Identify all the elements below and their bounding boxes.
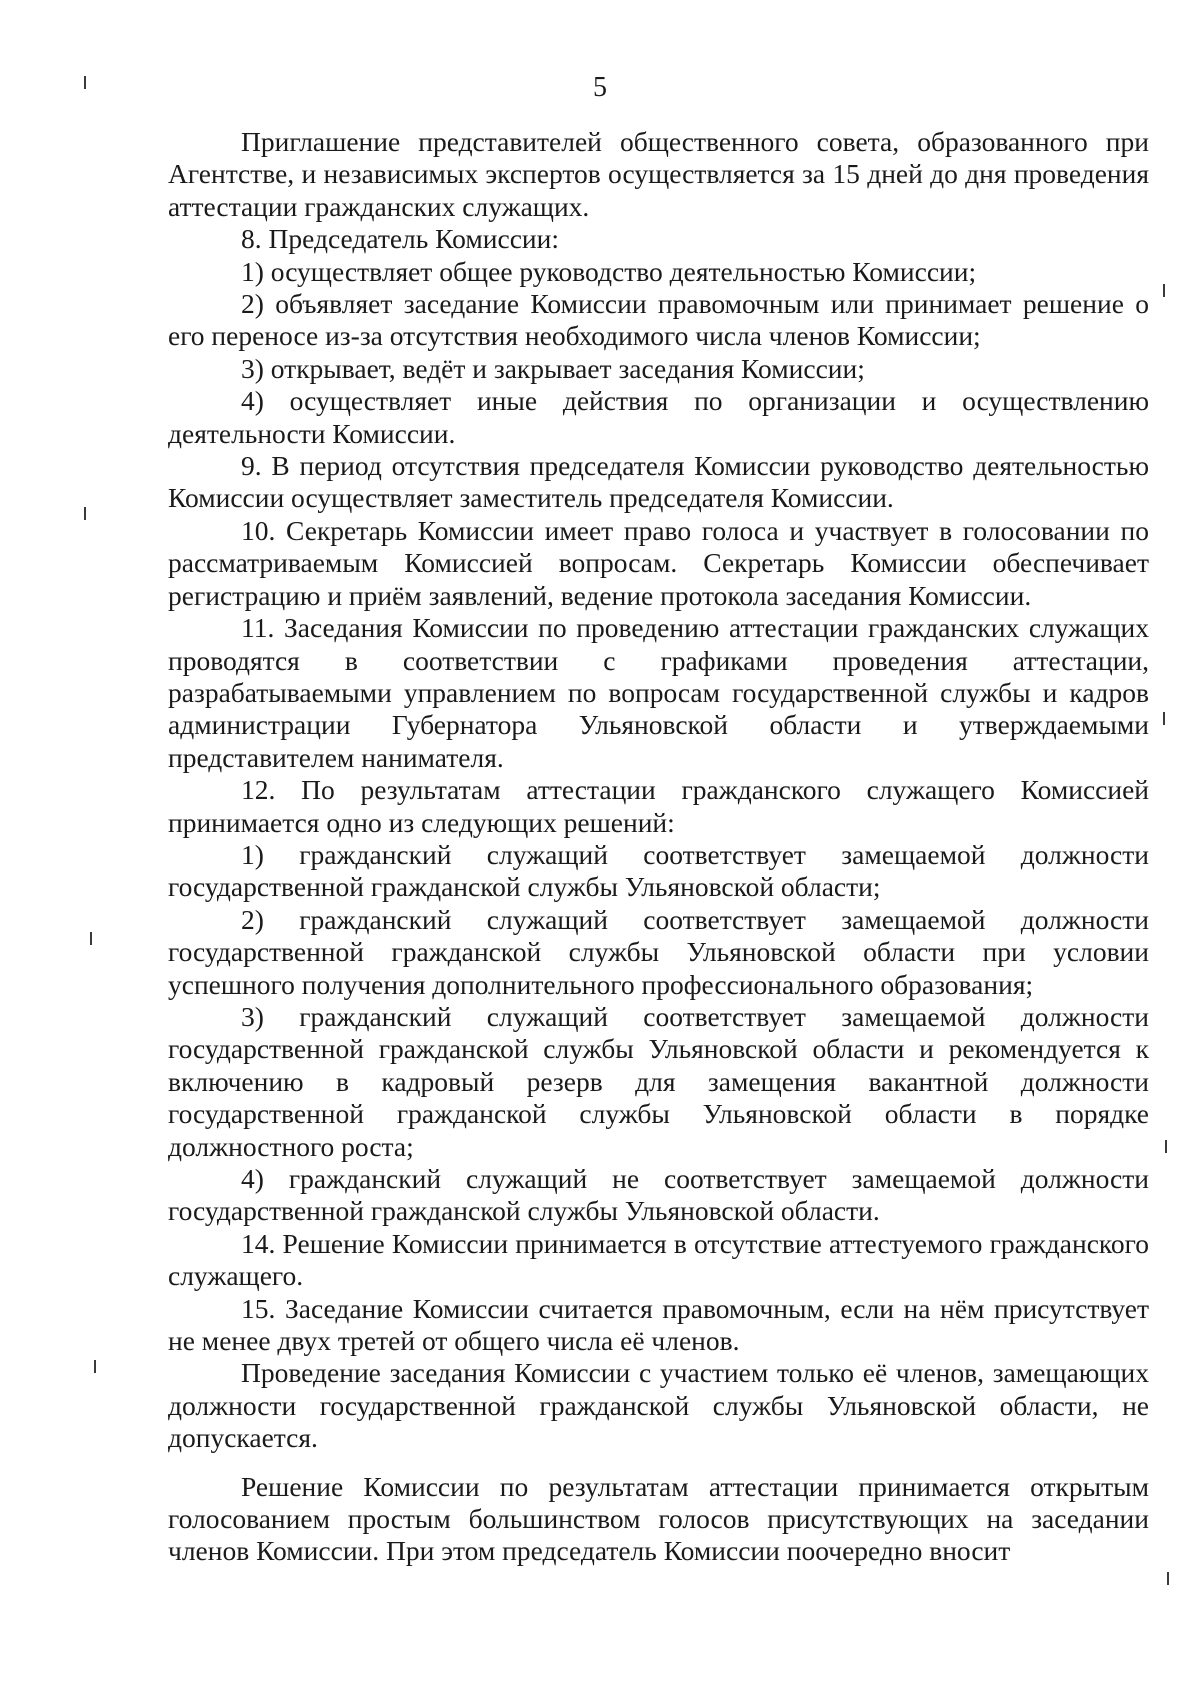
scan-mark [1163,712,1165,725]
list-item: 4) гражданский служащий не соответствует замещаемой должности государственной гражданской службы Ульяновской области. [168,1163,1149,1227]
paragraph: 12. По результатам аттестации гражданского служащего Комиссией принимается одно из следующих решений: [168,774,1149,838]
document-body [168,126,1149,1568]
list-item: 3) гражданский служащий соответствует замещаемой должности государственной гражданской службы Ульяновской области и рекомендуется к включению в кадровый резерв для замещения вакантной должности государственной гражданской службы Ульяновской области в порядке должностного роста; [168,1000,1149,1162]
scan-mark [84,507,86,520]
paragraph: Приглашение представителей общественного совета, образованного при Агентстве, и независимых экспертов осуществляется за 15 дней до дня проведения аттестации гражданских служащих. [168,126,1149,222]
paragraph: Проведение заседания Комиссии с участием только её членов, замещающих должности государственной гражданской службы Ульяновской области, не допускается. [168,1357,1149,1454]
paragraph: 9. В период отсутствия председателя Комиссии руководство деятельностью Комиссии осуществляет заместитель председателя Комиссии. [168,450,1149,514]
scan-mark [1165,1140,1167,1153]
list-item: 1) гражданский служащий соответствует замещаемой должности государственной гражданской службы Ульяновской области; [168,838,1149,903]
page-number: 5 [593,72,607,103]
paragraph: 15. Заседание Комиссии считается правомочным, если на нём присутствует не менее двух третей от общего числа её членов. [168,1292,1149,1357]
list-item: 3) открывает, ведёт и закрывает заседания Комиссии; [241,352,865,384]
scan-mark [1167,1572,1169,1585]
scan-mark [90,932,92,945]
paragraph: Решение Комиссии по результатам аттестации принимается открытым голосованием простым большинством голосов присутствующих на заседании членов Комиссии. При этом председатель Комиссии поочередно вносит [168,1470,1149,1567]
paragraph: 14. Решение Комиссии принимается в отсутствие аттестуемого гражданского служащего. [168,1227,1149,1292]
paragraph: 11. Заседания Комиссии по проведению аттестации гражданских служащих проводятся в соответствии с графиками проведения аттестации, разрабатываемыми управлением по вопросам государственной службы и кадров администрации Губернатора Ульяновской области и утверждаемыми представителем нанимателя. [168,612,1149,773]
scan-mark [94,1360,96,1373]
list-item: 1) осуществляет общее руководство деятельностью Комиссии; [241,255,977,287]
paragraph: 10. Секретарь Комиссии имеет право голоса и участвует в голосовании по рассматриваемым Комиссией вопросам. Секретарь Комиссии обеспечивает регистрацию и приём заявлений, ведение протокола заседания Комиссии. [168,514,1149,611]
list-item: 4) осуществляет иные действия по организации и осуществлению деятельности Комиссии. [168,385,1149,449]
scan-mark [84,76,86,89]
list-item: 2) гражданский служащий соответствует замещаемой должности государственной гражданской службы Ульяновской области при условии успешного получения дополнительного профессионального образования; [168,903,1149,1000]
list-item: 2) объявляет заседание Комиссии правомочным или принимает решение о его переносе из-за отсутствия необходимого числа членов Комиссии; [168,288,1149,352]
scan-mark [1163,284,1165,297]
paragraph: 8. Председатель Комиссии: [241,223,559,255]
